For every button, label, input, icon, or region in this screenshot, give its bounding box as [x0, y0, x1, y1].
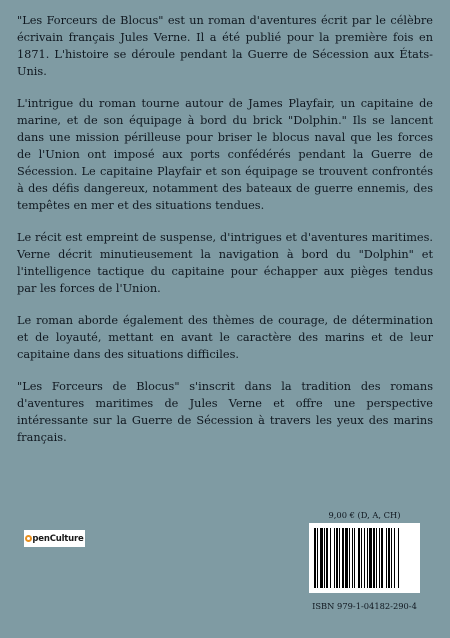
publisher-logo-text: penCulture	[32, 533, 84, 544]
barcode-icon	[314, 528, 415, 588]
blurb-paragraph-5: "Les Forceurs de Blocus" s'inscrit dans la tradition des romans d'aventures maritimes de Jules Verne et offre une perspective intéressante sur la Guerre de Sécession à travers les yeux des marins français.	[17, 380, 433, 444]
price-label: 9,00 € (D, A, CH)	[328, 510, 401, 520]
blurb-paragraph-2: L'intrigue du roman tourne autour de James Playfair, un capitaine de marine, et de son équipage à bord du brick "Dolphin." Ils se lancent dans une mission périlleuse pour briser le blocus naval que les forces de l'Union ont imposé aux ports confédérés pendant la Guerre de Sécession. Le capitaine Playfair et son équipage se trouvent confrontés à des défis dangereux, notamment des bateaux de guerre ennemis, des tempêtes en mer et des situations tendues.	[17, 97, 433, 212]
blurb-paragraph-1: "Les Forceurs de Blocus" est un roman d'aventures écrit par le célèbre écrivain français Jules Verne. Il a été publié pour la première fois en 1871. L'histoire se déroule pendant la Guerre de Sécession aux États-Unis.	[17, 14, 433, 78]
isbn-label: ISBN 979-1-04182-290-4	[312, 601, 417, 611]
blurb-paragraph-4: Le roman aborde également des thèmes de courage, de détermination et de loyauté, mettant en avant le caractère des marins et de leur capitaine dans des situations difficiles.	[17, 314, 433, 361]
blurb-text	[17, 12, 433, 461]
publisher-logo	[24, 530, 85, 547]
barcode	[309, 523, 420, 593]
logo-o-icon	[25, 535, 32, 542]
blurb-paragraph-3: Le récit est empreint de suspense, d'intrigues et d'aventures maritimes. Verne décrit minutieusement la navigation à bord du "Dolphin" et l'intelligence tactique du capitaine pour échapper aux pièges tendus par les forces de l'Union.	[17, 231, 433, 295]
